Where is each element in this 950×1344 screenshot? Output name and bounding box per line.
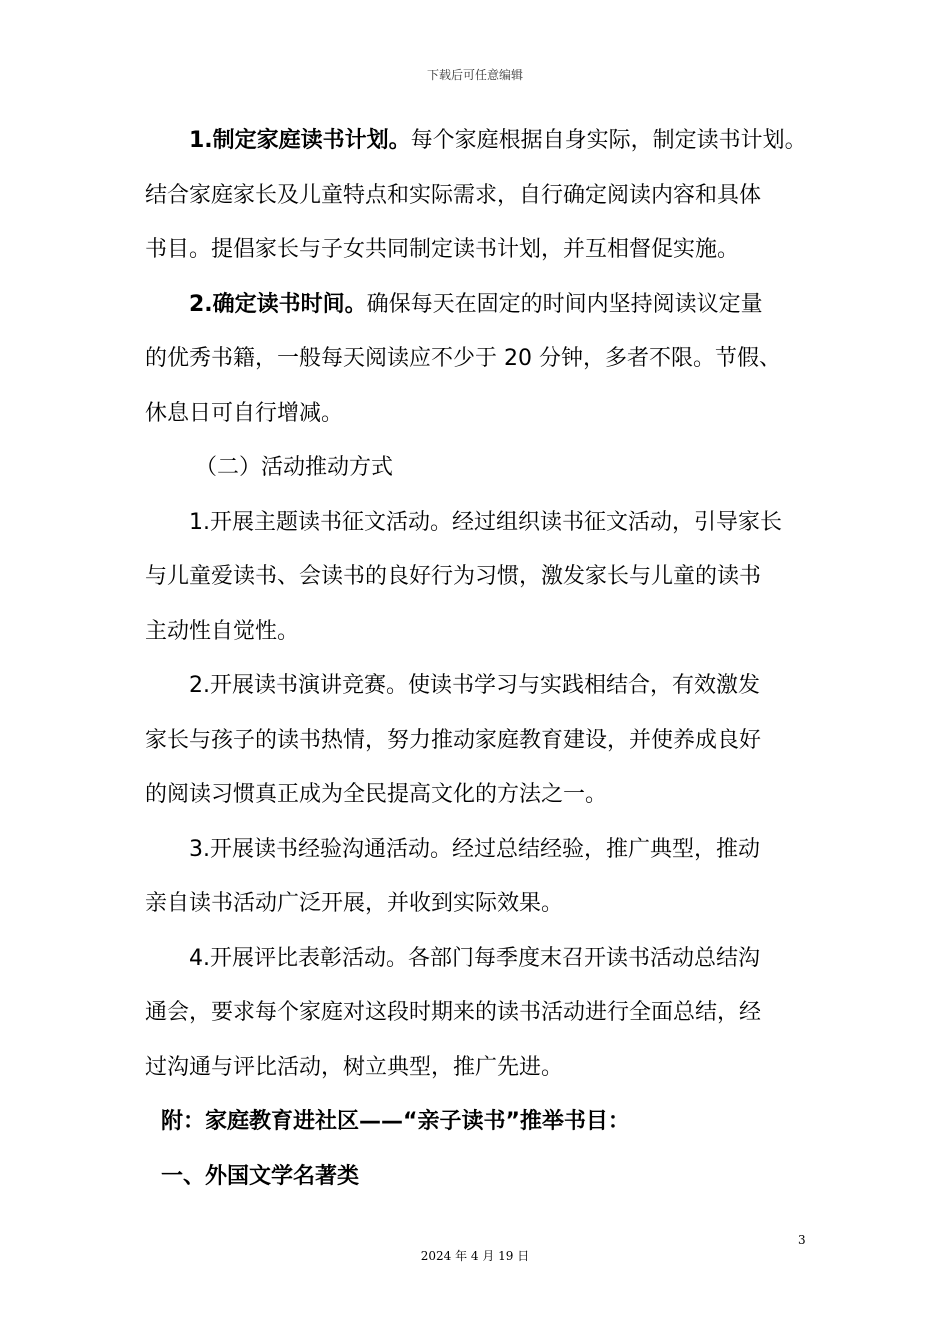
item-speech-contest-line-1: 2.开展读书演讲竞赛。使读书学习与实践相结合，有效激发 (189, 673, 760, 698)
paragraph-reading-plan-line-1 (145, 114, 810, 169)
item-awards-line-2: 通会，要求每个家庭对这段时期来的读书活动进行全面总结，经 (145, 1000, 762, 1025)
reading-plan-title: 1.制定家庭读书计划。 (189, 128, 411, 153)
paragraph-reading-time-line-1 (145, 278, 810, 333)
page-header: 下载后可任意编辑 (426, 68, 523, 82)
reading-time-title: 2.确定读书时间。 (189, 291, 367, 317)
page-footer-date: 2024 年 4 月 19 日 (420, 1249, 530, 1263)
paragraph-reading-plan-line-3: 书目。提倡家长与子女共同制定读书计划，并互相督促实施。 (145, 237, 740, 262)
item-awards-line-1: 4.开展评比表彰活动。各部门每季度末召开读书活动总结沟 (189, 945, 760, 971)
item-essay-activity-line-1: 1.开展主题读书征文活动。经过组织读书征文活动，引导家长 (189, 509, 782, 535)
item-speech-contest-line-3: 的阅读习惯真正成为全民提高文化的方法之一。 (145, 782, 608, 807)
item-experience-exchange-line-2: 亲自读书活动广泛开展，并收到实际效果。 (145, 891, 564, 916)
section-heading: （二）活动推动方式 (195, 455, 394, 480)
item-essay-activity-line-2: 与儿童爱读书、会读书的良好行为习惯，激发家长与儿童的读书 (145, 564, 762, 589)
paragraph-reading-plan-line-2: 结合家庭家长及儿童特点和实际需求，自行确定阅读内容和具体 (145, 182, 762, 208)
item-essay-activity-line-3: 主动性自觉性。 (145, 618, 300, 644)
item-experience-exchange-line-1: 3.开展读书经验沟通活动。经过总结经验，推广典型，推动 (189, 836, 760, 862)
document-body (145, 114, 810, 1204)
category-heading: 一、外国文学名著类 (161, 1163, 360, 1189)
reading-time-text: 确保每天在固定的时间内坚持阅读议定量 (366, 291, 763, 317)
paragraph-reading-time-line-3: 休息日可自行增减。 (145, 400, 344, 426)
appendix-heading: 附：家庭教育进社区——“亲子读书”推举书目： (161, 1109, 630, 1134)
item-speech-contest-line-2: 家长与孩子的读书热情，努力推动家庭教育建设，并使养成良好 (145, 727, 762, 753)
item-awards-line-3: 过沟通与评比活动，树立典型，推广先进。 (145, 1054, 564, 1080)
page-number: 3 (798, 1233, 806, 1247)
reading-plan-text: 每个家庭根据自身实际，制定读书计划。 (410, 128, 807, 153)
paragraph-reading-time-line-2: 的优秀书籍，一般每天阅读应不少于 20 分钟，多者不限。节假、 (145, 346, 781, 371)
